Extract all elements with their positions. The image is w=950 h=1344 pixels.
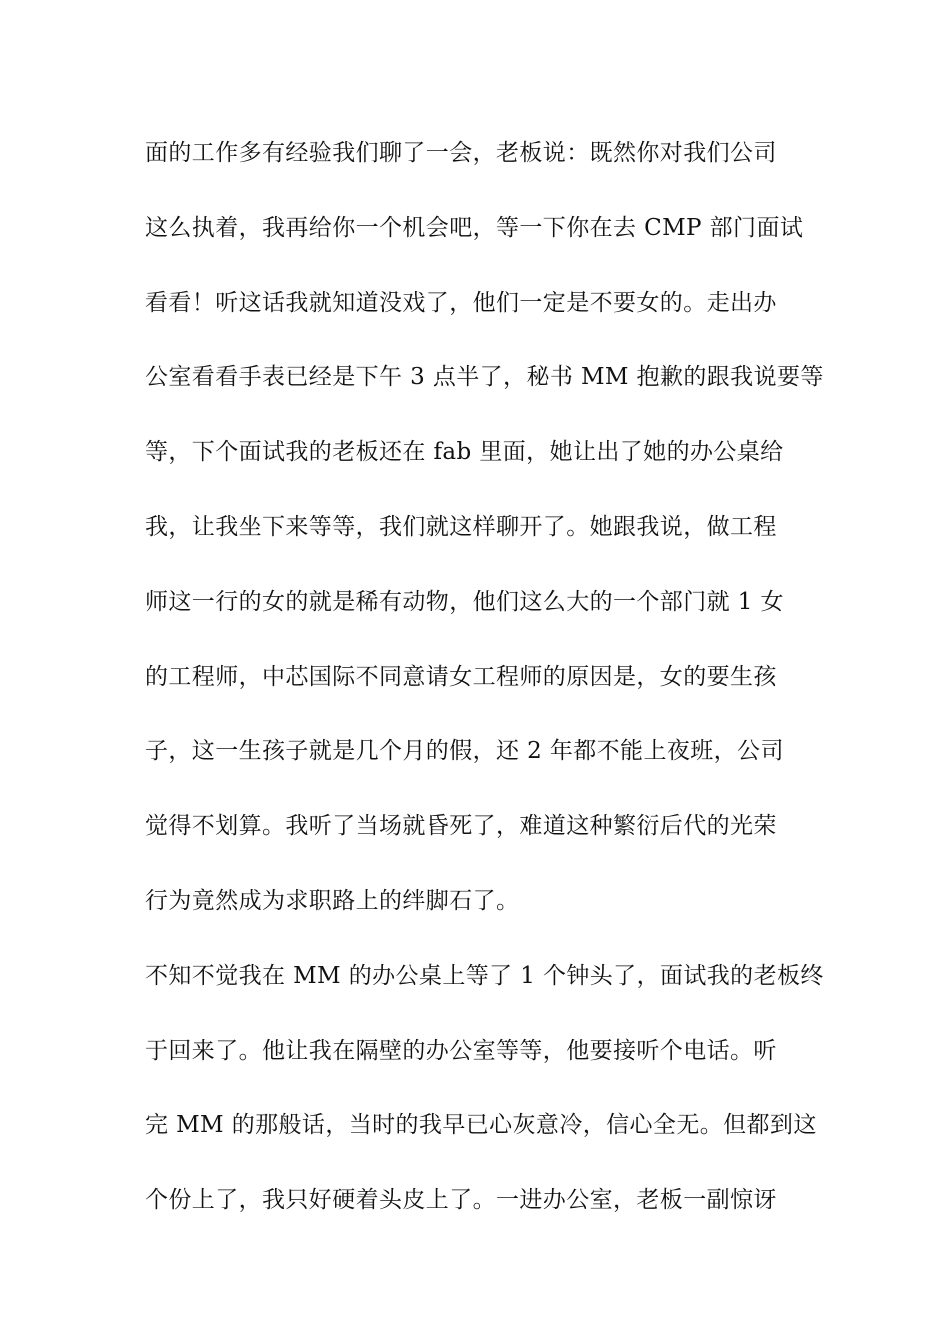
body-text: [145, 125, 824, 1247]
text-line: 的工程师，中芯国际不同意请女工程师的原因是，女的要生孩: [145, 663, 777, 690]
text-line: 觉得不划算。我听了当场就昏死了，难道这种繁衍后代的光荣: [145, 813, 777, 840]
text-line: 等，下个面试我的老板还在 fab 里面，她让出了她的办公桌给: [145, 439, 784, 466]
text-line: 看看！听这话我就知道没戏了，他们一定是不要女的。走出办: [145, 289, 777, 316]
text-line: 公室看看手表已经是下午 3 点半了，秘书 MM 抱歉的跟我说要等: [145, 364, 824, 391]
text-line: 于回来了。他让我在隔壁的办公室等等，他要接听个电话。听: [145, 1037, 777, 1064]
text-line: 面的工作多有经验我们聊了一会，老板说：既然你对我们公司: [145, 140, 777, 166]
text-line: 子，这一生孩子就是几个月的假，还 2 年都不能上夜班，公司: [145, 738, 784, 765]
text-line: 个份上了，我只好硬着头皮上了。一进办公室，老板一副惊讶: [145, 1187, 777, 1214]
text-line: 这么执着，我再给你一个机会吧，等一下你在去 CMP 部门面试: [145, 214, 804, 241]
text-line: 不知不觉我在 MM 的办公桌上等了 1 个钟头了，面试我的老板终: [145, 962, 824, 989]
text-line: 行为竟然成为求职路上的绊脚石了。: [145, 887, 520, 914]
text-line: 师这一行的女的就是稀有动物，他们这么大的一个部门就 1 女: [145, 588, 784, 615]
text-line: 完 MM 的那般话，当时的我早已心灰意冷，信心全无。但都到这: [145, 1112, 817, 1139]
text-line: 我，让我坐下来等等，我们就这样聊开了。她跟我说，做工程: [145, 513, 777, 540]
